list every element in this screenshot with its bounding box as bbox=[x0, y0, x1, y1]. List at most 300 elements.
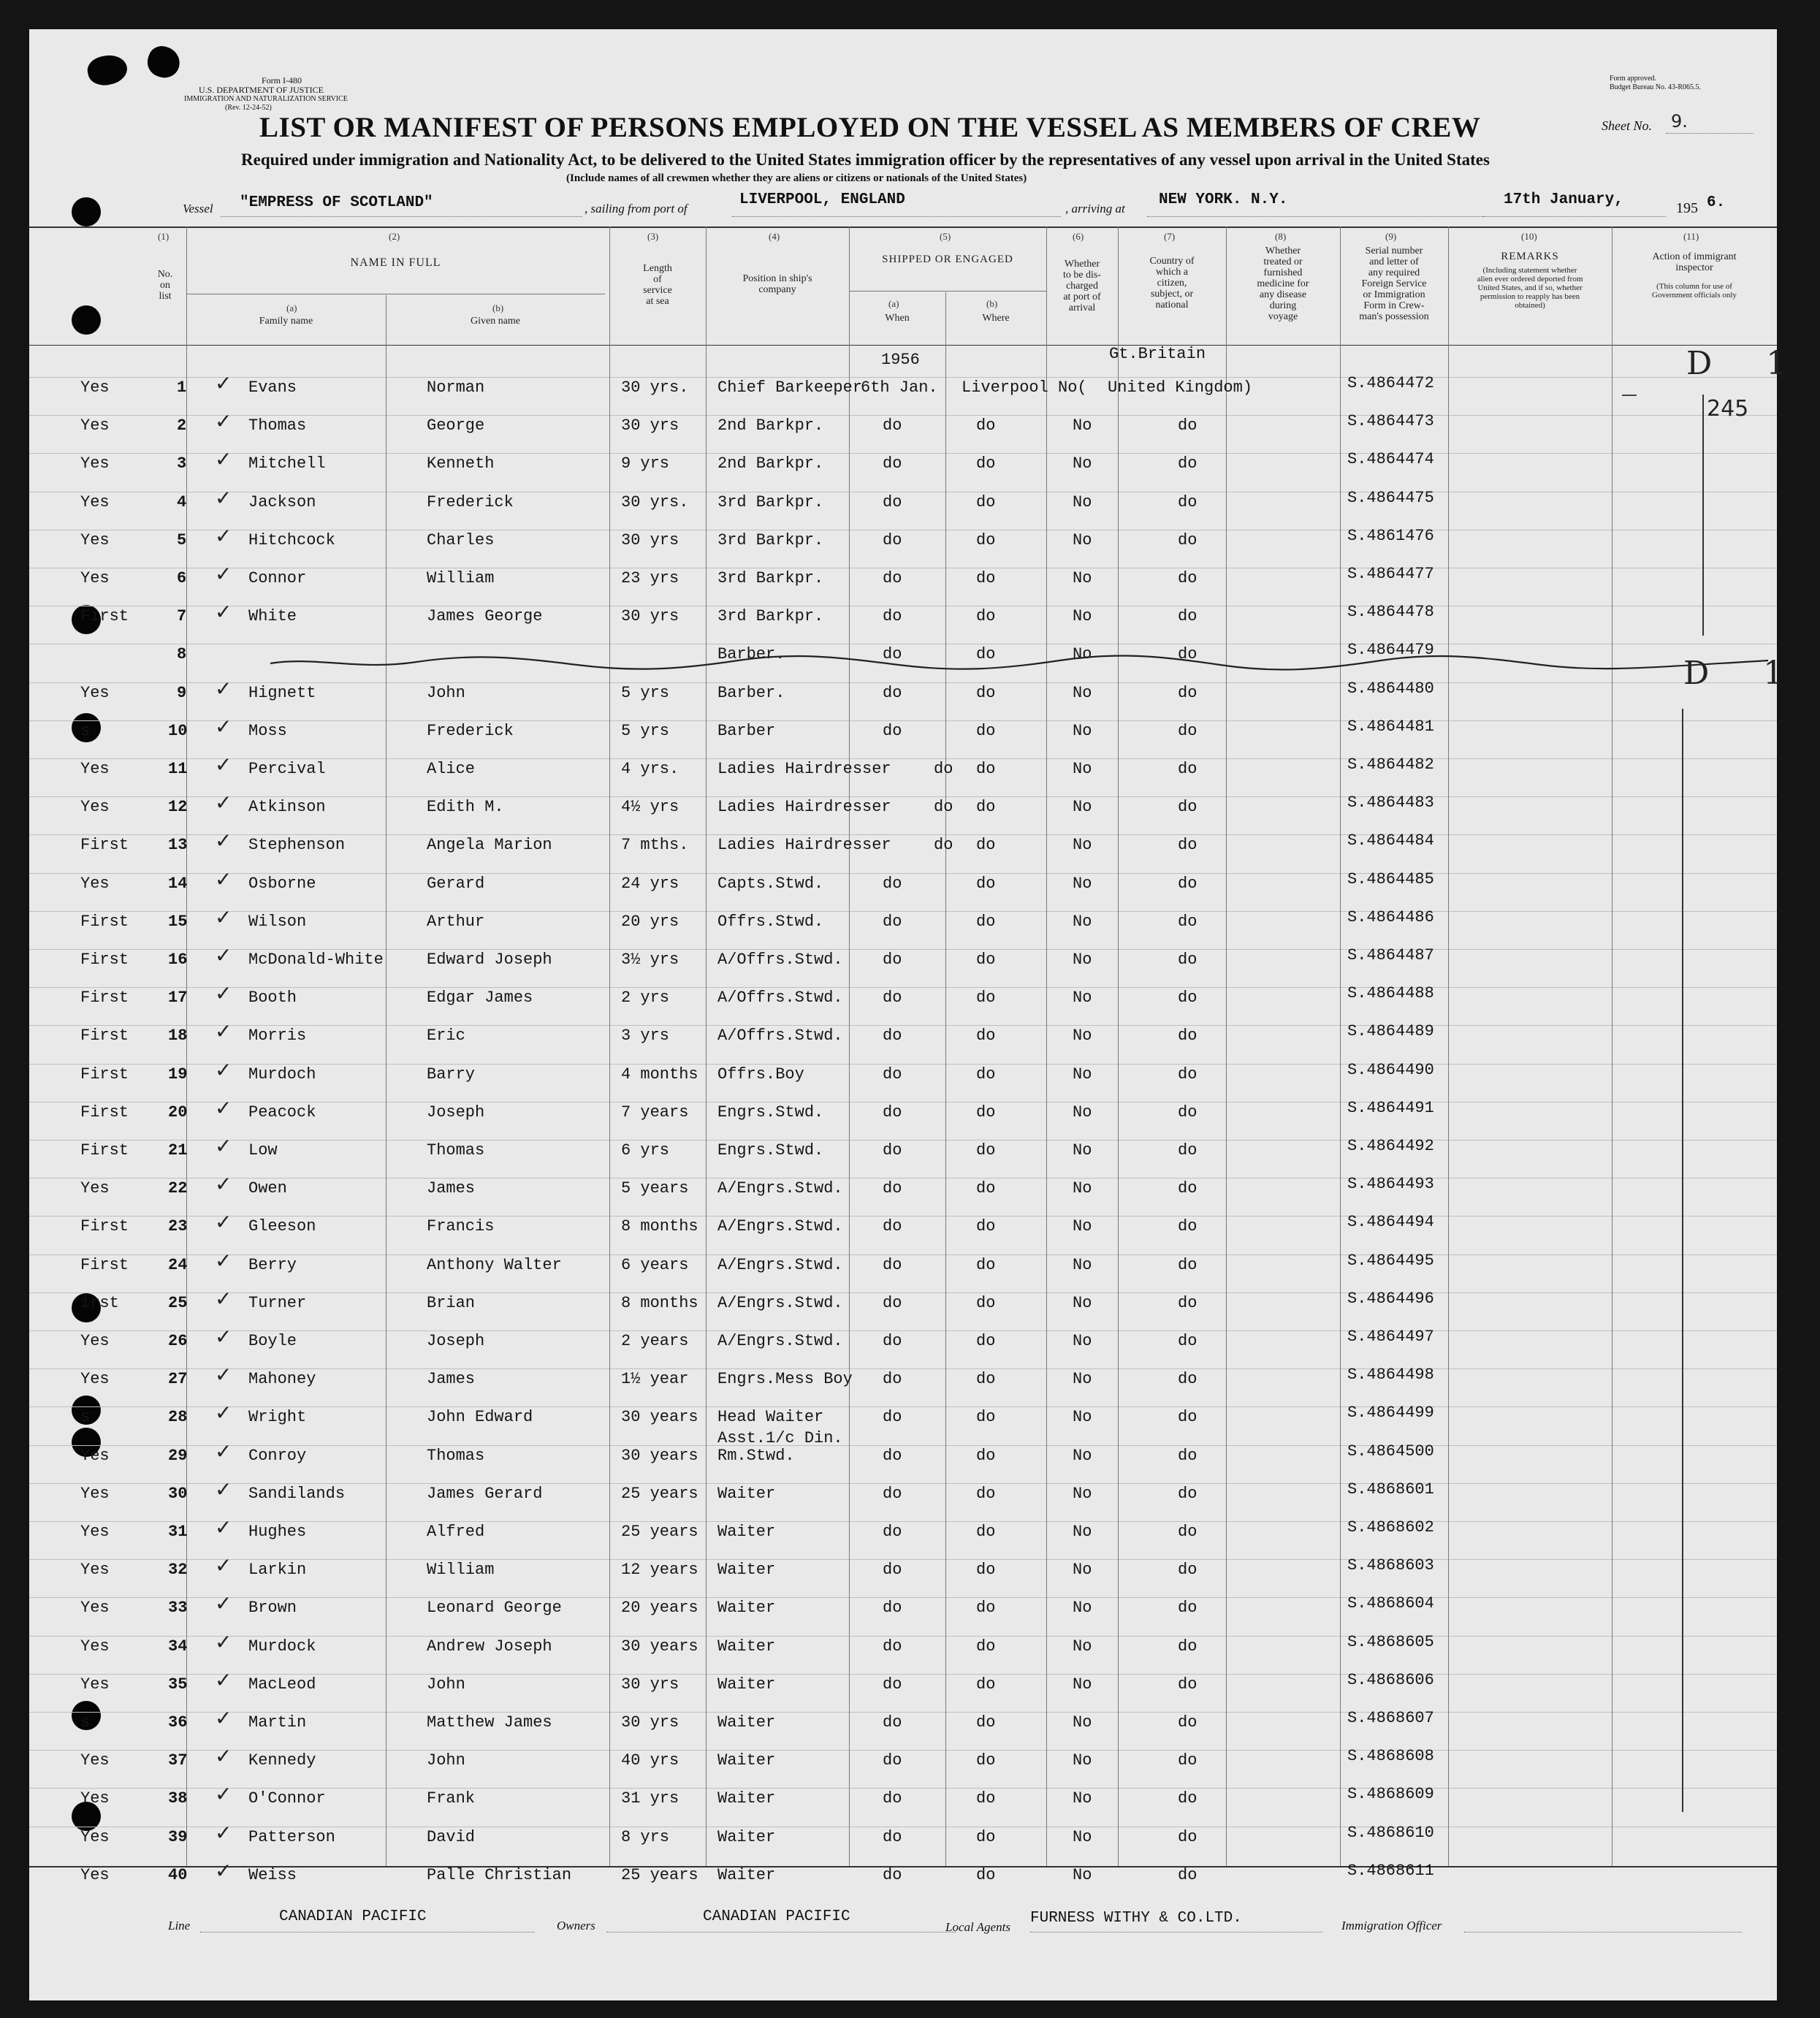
serial-number: S.4864483 bbox=[1347, 793, 1434, 812]
year-prefix: 195 bbox=[1676, 200, 1698, 216]
service-length: 23 yrs bbox=[621, 569, 679, 587]
col-rule bbox=[1340, 226, 1341, 1866]
discharged: No( bbox=[1058, 378, 1087, 397]
ruled-line bbox=[29, 1064, 1777, 1065]
engaged-when: do bbox=[883, 1408, 902, 1427]
country: do bbox=[1178, 912, 1198, 931]
family-name: O'Connor bbox=[248, 1789, 326, 1808]
row-number: 7 bbox=[177, 607, 187, 626]
discharged: No bbox=[1073, 1141, 1092, 1160]
family-name: Peacock bbox=[248, 1103, 316, 1122]
service-length: 30 yrs bbox=[621, 530, 679, 549]
agents-value: FURNESS WITHY & CO.LTD. bbox=[1030, 1910, 1242, 1927]
country: do bbox=[1178, 1408, 1198, 1427]
row-number: 32 bbox=[168, 1561, 188, 1580]
given-name: Leonard George bbox=[427, 1599, 562, 1618]
service-length: 30 yrs bbox=[621, 607, 679, 626]
header-line: furnished bbox=[1263, 267, 1303, 278]
engaged-when: do bbox=[883, 1827, 902, 1846]
country: do bbox=[1178, 874, 1198, 893]
engaged-when: do bbox=[934, 836, 953, 855]
given-name: Frederick bbox=[427, 492, 514, 511]
serial-number: S.4864493 bbox=[1347, 1175, 1434, 1194]
country: do bbox=[1178, 1484, 1198, 1503]
family-name: Kennedy bbox=[248, 1751, 316, 1770]
engaged-where: do bbox=[976, 1446, 996, 1465]
ruled-line bbox=[29, 1140, 1777, 1141]
service-length: 8 yrs bbox=[621, 1827, 670, 1846]
status-cell: Yes bbox=[80, 1446, 110, 1465]
serial-number: S.4864481 bbox=[1347, 717, 1434, 736]
header-action bbox=[1612, 251, 1777, 273]
serial-number: S.4868608 bbox=[1347, 1747, 1434, 1766]
discharged: No bbox=[1073, 1446, 1092, 1465]
form-title: LIST OR MANIFEST OF PERSONS EMPLOYED ON THE VESSEL AS MEMBERS OF CREW bbox=[259, 112, 1481, 143]
serial-number: S.4864498 bbox=[1347, 1366, 1434, 1385]
engaged-where: do bbox=[976, 1865, 996, 1884]
ruled-line bbox=[29, 796, 1777, 797]
engaged-year: 1956 bbox=[881, 351, 920, 369]
discharged: No bbox=[1073, 1217, 1092, 1236]
engaged-when: do bbox=[883, 683, 902, 702]
discharged: No bbox=[1073, 1179, 1092, 1198]
sailing-port: LIVERPOOL, ENGLAND bbox=[739, 191, 905, 208]
country: do bbox=[1178, 492, 1198, 511]
checkmark-icon: ✓ bbox=[215, 1172, 232, 1197]
status-cell: Yes bbox=[80, 1865, 110, 1884]
country: do bbox=[1178, 951, 1198, 969]
engaged-when: do bbox=[883, 1179, 902, 1198]
ruled-line bbox=[29, 987, 1777, 988]
given-name: Eric bbox=[427, 1027, 465, 1046]
approval-line-2: Budget Bureau No. 43-R065.5. bbox=[1610, 83, 1701, 91]
given-name: Thomas bbox=[427, 1141, 485, 1160]
line-field bbox=[200, 1932, 535, 1933]
family-name: Mitchell bbox=[248, 454, 326, 473]
engaged-when: do bbox=[883, 492, 902, 511]
service: IMMIGRATION AND NATURALIZATION SERVICE bbox=[184, 95, 348, 103]
position: Waiter bbox=[717, 1713, 776, 1732]
country: do bbox=[1178, 1713, 1198, 1732]
checkmark-icon: ✓ bbox=[215, 409, 232, 434]
country: do bbox=[1178, 989, 1198, 1008]
given-name: Edith M. bbox=[427, 798, 504, 817]
checkmark-icon: ✓ bbox=[215, 1248, 232, 1273]
engaged-where: do bbox=[976, 416, 996, 435]
form-subtitle: Required under immigration and Nationality Act, to be delivered to the United States immigration officer by the representatives of any vessel upon arrival in the United States bbox=[241, 151, 1490, 169]
engaged-where: Liverpool bbox=[962, 378, 1048, 397]
position: Engrs.Stwd. bbox=[717, 1141, 824, 1160]
country: do bbox=[1178, 1561, 1198, 1580]
owners-label: Owners bbox=[557, 1919, 595, 1933]
discharged: No bbox=[1073, 1332, 1092, 1350]
serial-number: S.4864480 bbox=[1347, 679, 1434, 698]
checkmark-icon: ✓ bbox=[215, 1363, 232, 1387]
port-line bbox=[732, 216, 1061, 217]
position: A/Offrs.Stwd. bbox=[717, 951, 843, 969]
engaged-where: do bbox=[976, 1484, 996, 1503]
date-line bbox=[1483, 216, 1666, 217]
ruled-line bbox=[29, 1178, 1777, 1179]
country: do bbox=[1178, 1751, 1198, 1770]
ruled-line bbox=[29, 1712, 1777, 1713]
checkmark-icon: ✓ bbox=[215, 1591, 232, 1616]
family-name: Percival bbox=[248, 760, 326, 778]
header-bottom-rule bbox=[29, 345, 1777, 346]
country: do bbox=[1178, 836, 1198, 855]
header-when: When bbox=[885, 313, 910, 324]
ruled-line bbox=[29, 1559, 1777, 1560]
line-label: Line bbox=[168, 1919, 191, 1933]
discharged: No bbox=[1073, 1637, 1092, 1656]
given-name: Anthony Walter bbox=[427, 1255, 562, 1274]
engaged-when: do bbox=[883, 1523, 902, 1541]
country: do bbox=[1178, 416, 1198, 435]
service-length: 12 years bbox=[621, 1561, 698, 1580]
given-name: Francis bbox=[427, 1217, 495, 1236]
position: A/Engrs.Stwd. bbox=[717, 1217, 843, 1236]
header-b: (b) bbox=[492, 302, 504, 313]
engaged-where: do bbox=[976, 683, 996, 702]
discharged: No bbox=[1073, 607, 1092, 626]
family-name: Hughes bbox=[248, 1523, 307, 1541]
engaged-where: do bbox=[976, 1141, 996, 1160]
engaged-where: do bbox=[976, 1599, 996, 1618]
service-length: 4½ yrs bbox=[621, 798, 679, 817]
owners-field bbox=[606, 1932, 956, 1933]
serial-number: S.4864472 bbox=[1347, 374, 1434, 392]
header-line: Position in ship's bbox=[742, 273, 812, 284]
family-name: Conroy bbox=[248, 1446, 307, 1465]
year-digit: 6. bbox=[1707, 194, 1726, 211]
family-name: Gleeson bbox=[248, 1217, 316, 1236]
engaged-where: do bbox=[976, 721, 996, 740]
given-name: Brian bbox=[427, 1293, 476, 1312]
header-given-name: Given name bbox=[470, 316, 521, 327]
country: do bbox=[1178, 530, 1198, 549]
given-name: James bbox=[427, 1179, 476, 1198]
checkmark-icon: ✓ bbox=[215, 1667, 232, 1692]
given-name: James bbox=[427, 1370, 476, 1389]
checkmark-icon: ✓ bbox=[215, 371, 232, 395]
discharged: No bbox=[1073, 760, 1092, 778]
engaged-when: do bbox=[883, 1675, 902, 1694]
status-cell: Yes bbox=[80, 1561, 110, 1580]
checkmark-icon: ✓ bbox=[215, 1858, 232, 1883]
checkmark-icon: ✓ bbox=[215, 1210, 232, 1235]
discharged: No bbox=[1073, 912, 1092, 931]
service-length: 30 yrs bbox=[621, 1713, 679, 1732]
engaged-when: do bbox=[883, 1561, 902, 1580]
service-length: 6 years bbox=[621, 1255, 689, 1274]
status-cell: Yes bbox=[80, 454, 110, 473]
serial-number: S.4864479 bbox=[1347, 641, 1434, 660]
inspector-bracket-1 bbox=[1702, 395, 1704, 636]
serial-number: S.4864486 bbox=[1347, 907, 1434, 926]
header-action-note bbox=[1612, 282, 1777, 300]
family-name: Atkinson bbox=[248, 798, 326, 817]
row-number: 36 bbox=[168, 1713, 188, 1732]
service-length: 2 years bbox=[621, 1332, 689, 1350]
header-line: man's possession bbox=[1359, 311, 1429, 322]
status-cell: First bbox=[80, 836, 129, 855]
line-value: CANADIAN PACIFIC bbox=[279, 1908, 427, 1925]
row-number: 14 bbox=[168, 874, 188, 893]
engaged-when: do bbox=[883, 1637, 902, 1656]
row-number: 12 bbox=[168, 798, 188, 817]
engaged-where: do bbox=[976, 1370, 996, 1389]
service-length: 4 yrs. bbox=[621, 760, 679, 778]
ruled-line bbox=[29, 1483, 1777, 1484]
status-cell: First bbox=[80, 1255, 129, 1274]
discharged: No bbox=[1073, 1561, 1092, 1580]
given-name: Barry bbox=[427, 1065, 476, 1084]
engaged-where: do bbox=[976, 1293, 996, 1312]
strike-line bbox=[270, 650, 1775, 679]
engaged-when: do bbox=[883, 569, 902, 587]
service-length: 5 yrs bbox=[621, 721, 670, 740]
row-number: 2 bbox=[177, 416, 187, 435]
checkmark-icon: ✓ bbox=[215, 1401, 232, 1425]
col-rule bbox=[609, 226, 610, 1866]
family-name: Thomas bbox=[248, 416, 307, 435]
row-number: 10 bbox=[168, 721, 188, 740]
country-first-line: Gt.Britain bbox=[1109, 345, 1206, 363]
checkmark-icon: ✓ bbox=[215, 981, 232, 1006]
engaged-when: do bbox=[883, 1751, 902, 1770]
position: Offrs.Stwd. bbox=[717, 912, 824, 931]
header-line: Form in Crew- bbox=[1363, 300, 1425, 311]
engaged-where: do bbox=[976, 1637, 996, 1656]
position-top: Asst.1/c Din. bbox=[717, 1428, 843, 1447]
agents-label: Local Agents bbox=[945, 1920, 1010, 1934]
position: A/Engrs.Stwd. bbox=[717, 1255, 843, 1274]
given-name: Andrew Joseph bbox=[427, 1637, 552, 1656]
status-cell: First bbox=[80, 951, 129, 969]
header-line: United States, and if so, whether bbox=[1477, 283, 1583, 292]
owners-value: CANADIAN PACIFIC bbox=[703, 1908, 850, 1925]
engaged-where: do bbox=[976, 912, 996, 931]
country: do bbox=[1178, 1293, 1198, 1312]
position: Ladies Hairdresser bbox=[717, 760, 891, 778]
engaged-when: do bbox=[934, 760, 953, 778]
position: A/Engrs.Stwd. bbox=[717, 1293, 843, 1312]
engaged-when: do bbox=[883, 416, 902, 435]
position: Waiter bbox=[717, 1827, 776, 1846]
engaged-when: do bbox=[883, 1484, 902, 1503]
serial-number: S.4864477 bbox=[1347, 565, 1434, 583]
header-line: Country of bbox=[1149, 256, 1195, 267]
arrival-line bbox=[1147, 216, 1483, 217]
status-cell: First bbox=[80, 1027, 129, 1046]
country: do bbox=[1178, 798, 1198, 817]
col-rule bbox=[945, 292, 946, 1866]
col-num-5: (5) bbox=[940, 231, 951, 242]
serial-number: S.4864475 bbox=[1347, 488, 1434, 507]
ruled-line bbox=[29, 1597, 1777, 1598]
ruled-line bbox=[29, 720, 1777, 721]
position: Capts.Stwd. bbox=[717, 874, 824, 893]
header-line: permission to reapply has been bbox=[1480, 292, 1580, 301]
ruled-line bbox=[29, 377, 1777, 378]
ruled-line bbox=[29, 1750, 1777, 1751]
serial-number: S.4864496 bbox=[1347, 1289, 1434, 1308]
serial-number: S.4864492 bbox=[1347, 1137, 1434, 1155]
ruled-line bbox=[29, 1102, 1777, 1103]
row-number: 38 bbox=[168, 1789, 188, 1808]
position: Ladies Hairdresser bbox=[717, 836, 891, 855]
family-name: Hignett bbox=[248, 683, 316, 702]
given-name: Frederick bbox=[427, 721, 514, 740]
position: Rm.Stwd. bbox=[717, 1446, 795, 1465]
discharged: No bbox=[1073, 1255, 1092, 1274]
header-line: treated or bbox=[1263, 256, 1303, 267]
checkmark-icon: ✓ bbox=[215, 1134, 232, 1158]
serial-number: S.4864487 bbox=[1347, 946, 1434, 964]
row-number: 8 bbox=[177, 645, 187, 664]
checkmark-icon: ✓ bbox=[215, 1057, 232, 1082]
engaged-where: do bbox=[976, 645, 996, 664]
given-name: James George bbox=[427, 607, 543, 626]
form-number: Form I-480 bbox=[262, 75, 302, 85]
country: do bbox=[1178, 454, 1198, 473]
family-name: Owen bbox=[248, 1179, 287, 1198]
family-name: Brown bbox=[248, 1599, 297, 1618]
serial-number: S.4864500 bbox=[1347, 1442, 1434, 1461]
family-name: MacLeod bbox=[248, 1675, 316, 1694]
header-line: Length bbox=[643, 263, 672, 274]
col-num-6: (6) bbox=[1073, 231, 1084, 242]
engaged-when: do bbox=[883, 912, 902, 931]
discharged: No bbox=[1073, 836, 1092, 855]
col-rule bbox=[1612, 226, 1613, 1866]
header-treated bbox=[1226, 245, 1340, 322]
header-line: on bbox=[160, 280, 170, 291]
country: do bbox=[1178, 607, 1198, 626]
given-name: Edgar James bbox=[427, 989, 533, 1008]
country: do bbox=[1178, 1065, 1198, 1084]
header-no-on-list bbox=[146, 269, 184, 302]
serial-number: S.4864474 bbox=[1347, 450, 1434, 469]
engaged-when: do bbox=[934, 798, 953, 817]
row-number: 19 bbox=[168, 1065, 188, 1084]
row-number: 17 bbox=[168, 989, 188, 1008]
row-number: 11 bbox=[168, 760, 188, 778]
arrival-date: 17th January, bbox=[1504, 191, 1623, 208]
given-name: John bbox=[427, 1675, 465, 1694]
service-length: 30 yrs. bbox=[621, 492, 689, 511]
row-number: 35 bbox=[168, 1675, 188, 1694]
serial-number: S.4868610 bbox=[1347, 1823, 1434, 1842]
discharged: No bbox=[1073, 721, 1092, 740]
row-number: 3 bbox=[177, 454, 187, 473]
strike-line-path bbox=[270, 655, 1768, 669]
country: do bbox=[1178, 1370, 1198, 1389]
service-length: 7 mths. bbox=[621, 836, 689, 855]
row-number: 27 bbox=[168, 1370, 188, 1389]
engaged-where: do bbox=[976, 874, 996, 893]
country: do bbox=[1178, 1599, 1198, 1618]
form-subnote: (Include names of all crewmen whether they are aliens or citizens or nationals of the United States) bbox=[566, 172, 1027, 184]
serial-number: S.4868611 bbox=[1347, 1861, 1434, 1880]
sheet-number: 9. bbox=[1671, 111, 1688, 132]
given-name: Joseph bbox=[427, 1103, 485, 1122]
checkmark-icon: ✓ bbox=[215, 905, 232, 929]
header-line: Whether bbox=[1064, 259, 1100, 270]
service-length: 8 months bbox=[621, 1217, 698, 1236]
header-line: alien ever ordered deported from bbox=[1477, 275, 1583, 283]
engaged-when: do bbox=[883, 1789, 902, 1808]
discharged: No bbox=[1073, 1599, 1092, 1618]
given-name: Arthur bbox=[427, 912, 485, 931]
col-num-3: (3) bbox=[647, 231, 659, 242]
row-number: 31 bbox=[168, 1523, 188, 1541]
row-number: 22 bbox=[168, 1179, 188, 1198]
family-name: Low bbox=[248, 1141, 278, 1160]
discharged: No bbox=[1073, 1865, 1092, 1884]
header-remarks: REMARKS bbox=[1501, 251, 1559, 262]
position: Waiter bbox=[717, 1637, 776, 1656]
engaged-when: do bbox=[883, 454, 902, 473]
col-num-8: (8) bbox=[1275, 231, 1287, 242]
country: do bbox=[1178, 1865, 1198, 1884]
engaged-when: do bbox=[883, 1141, 902, 1160]
engaged-where: do bbox=[976, 1523, 996, 1541]
checkmark-icon: ✓ bbox=[215, 1325, 232, 1349]
header-line: subject, or bbox=[1150, 289, 1194, 300]
status-cell: Yes bbox=[80, 1370, 110, 1389]
checkmark-icon: ✓ bbox=[215, 1744, 232, 1769]
discharged: No bbox=[1073, 1027, 1092, 1046]
status-cell: Yes bbox=[80, 1332, 110, 1350]
service-length: 24 yrs bbox=[621, 874, 679, 893]
col-rule bbox=[1046, 226, 1047, 1866]
family-name: Moss bbox=[248, 721, 287, 740]
country: do bbox=[1178, 683, 1198, 702]
row-number: 21 bbox=[168, 1141, 188, 1160]
engaged-where: do bbox=[976, 836, 996, 855]
family-name: Mahoney bbox=[248, 1370, 316, 1389]
country: do bbox=[1178, 1103, 1198, 1122]
family-name: Sandilands bbox=[248, 1484, 346, 1503]
position: Waiter bbox=[717, 1789, 776, 1808]
engaged-where: do bbox=[976, 1827, 996, 1846]
status-cell: irst bbox=[80, 1293, 119, 1312]
service-length: 30 yrs bbox=[621, 416, 679, 435]
status-cell: Yes bbox=[80, 1523, 110, 1541]
given-name: George bbox=[427, 416, 485, 435]
engaged-where: do bbox=[976, 1789, 996, 1808]
checkmark-icon: ✓ bbox=[215, 1706, 232, 1730]
checkmark-icon: ✓ bbox=[215, 1286, 232, 1311]
serial-number: S.4864490 bbox=[1347, 1060, 1434, 1079]
col-rule bbox=[1118, 226, 1119, 1866]
family-name: Morris bbox=[248, 1027, 307, 1046]
position: 3rd Barkpr. bbox=[717, 530, 824, 549]
service-length: 4 months bbox=[621, 1065, 698, 1084]
engaged-where: do bbox=[976, 989, 996, 1008]
serial-number: S.4868604 bbox=[1347, 1594, 1434, 1613]
checkmark-icon: ✓ bbox=[215, 1515, 232, 1539]
service-length: 3½ yrs bbox=[621, 951, 679, 969]
engaged-when: do bbox=[883, 721, 902, 740]
service-length: 5 years bbox=[621, 1179, 689, 1198]
engaged-where: do bbox=[976, 1408, 996, 1427]
discharged: No bbox=[1073, 1675, 1092, 1694]
ruled-line bbox=[29, 1025, 1777, 1026]
ruled-line bbox=[29, 1368, 1777, 1369]
given-name: Alfred bbox=[427, 1523, 485, 1541]
